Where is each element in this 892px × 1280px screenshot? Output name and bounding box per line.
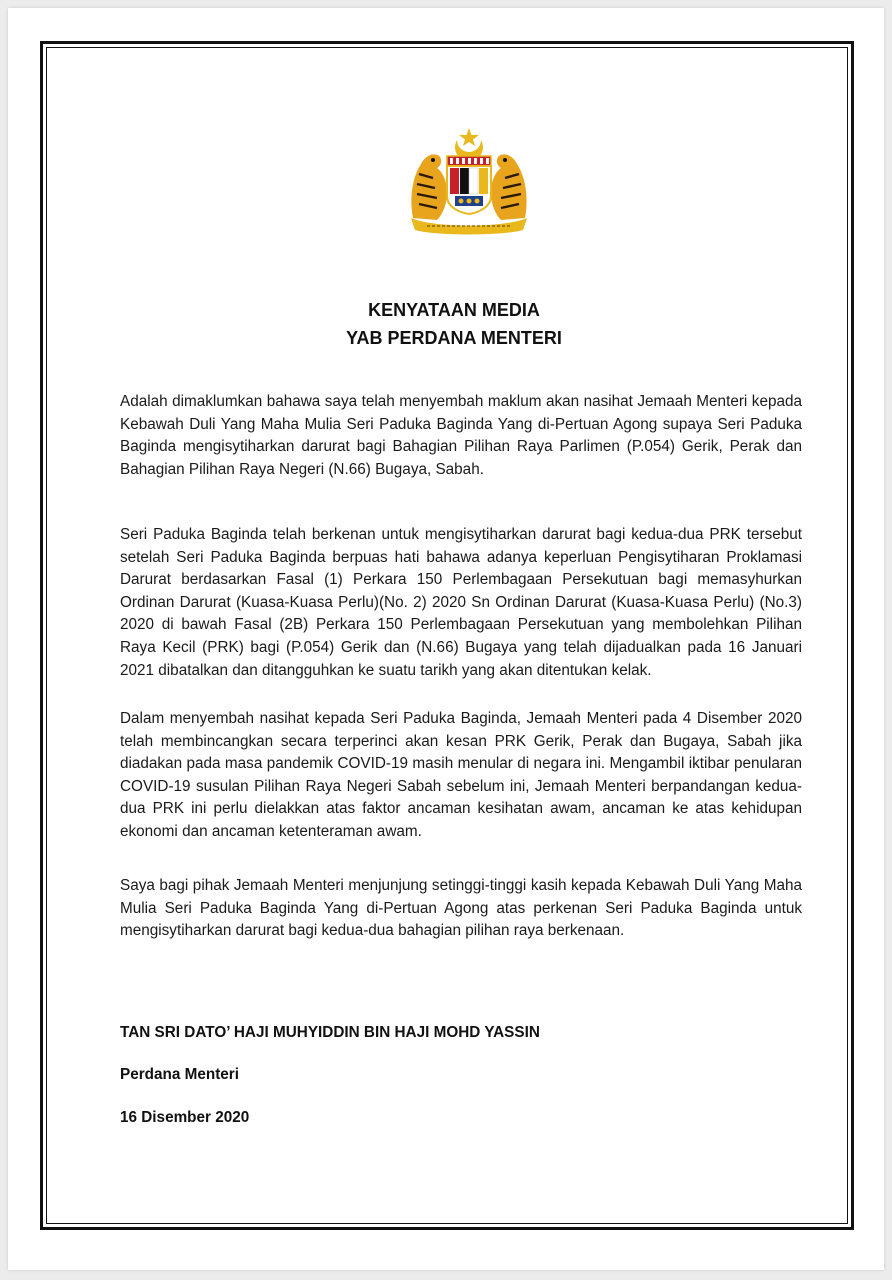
paragraph-1: Adalah dimaklumkan bahawa saya telah menyembah maklum akan nasihat Jemaah Menteri kepada Kebawah Duli Yang Maha Mulia Seri Paduka Baginda Yang di-Pertuan Agong supaya Seri Paduka Baginda mengisytiharkan darurat bagi Bahagian Pilihan Raya Parlimen (P.054) Gerik, Perak dan Bahagian Pilihan Raya Negeri (N.66) Bugaya, Sabah. <box>120 393 802 478</box>
document-page <box>8 8 884 1270</box>
document-subtitle: YAB PERDANA MENTERI <box>346 328 562 348</box>
document-date: 16 Disember 2020 <box>120 1109 250 1126</box>
document-title: KENYATAAN MEDIA <box>368 300 540 320</box>
paragraph-2: Seri Paduka Baginda telah berkenan untuk mengisytiharkan darurat bagi kedua-dua PRK tersebut setelah Seri Paduka Baginda berpuas hati bahawa adanya keperluan Pengisytiharan Proklamasi Darurat berdasarkan Fasal (1) Perkara 150 Perlembagaan Persekutuan bagi memasyhurkan Ordinan Darurat (Kuasa-Kuasa Perlu)(No. 2) 2020 Sn Ordinan Darurat (Kuasa-Kuasa Perlu) (No.3) 2020 di bawah Fasal (2B) Perkara 150 Perlembagaan Persekutuan yang membolehkan Pilihan Raya Kecil (PRK) bagi (P.054) Gerik dan (N.66) Bugaya yang telah dijadualkan pada 16 Januari 2021 dibatalkan dan ditangguhkan ke suatu tarikh yang akan ditentukan kelak. <box>120 526 802 679</box>
paragraph-4: Saya bagi pihak Jemaah Menteri menjunjung setinggi-tinggi kasih kepada Kebawah Duli Yang Maha Mulia Seri Paduka Baginda Yang di-Pertuan Agong atas perkenan Seri Paduka Baginda untuk mengisytiharkan darurat bagi kedua-dua bahagian pilihan raya berkenaan. <box>120 877 802 940</box>
signatory-title: Perdana Menteri <box>120 1066 240 1083</box>
signatory-name: TAN SRI DATO’ HAJI MUHYIDDIN BIN HAJI MOHD YASSIN <box>120 1024 540 1041</box>
paragraph-3: Dalam menyembah nasihat kepada Seri Paduka Baginda, Jemaah Menteri pada 4 Disember 2020 telah membincangkan secara terperinci akan kesan PRK Gerik, Perak dan Bugaya, Sabah jika diadakan pada masa pandemik COVID-19 masih menular di negara ini. Mengambil iktibar penularan COVID-19 susulan Pilihan Raya Negeri Sabah sebelum ini, Jemaah Menteri berpandangan kedua-dua PRK ini perlu dielakkan atas faktor ancaman kesihatan awam, ancaman ke atas kehidupan ekonomi dan ancaman ketenteraman awam. <box>120 710 802 840</box>
malaysia-coat-of-arms-icon <box>403 126 535 236</box>
